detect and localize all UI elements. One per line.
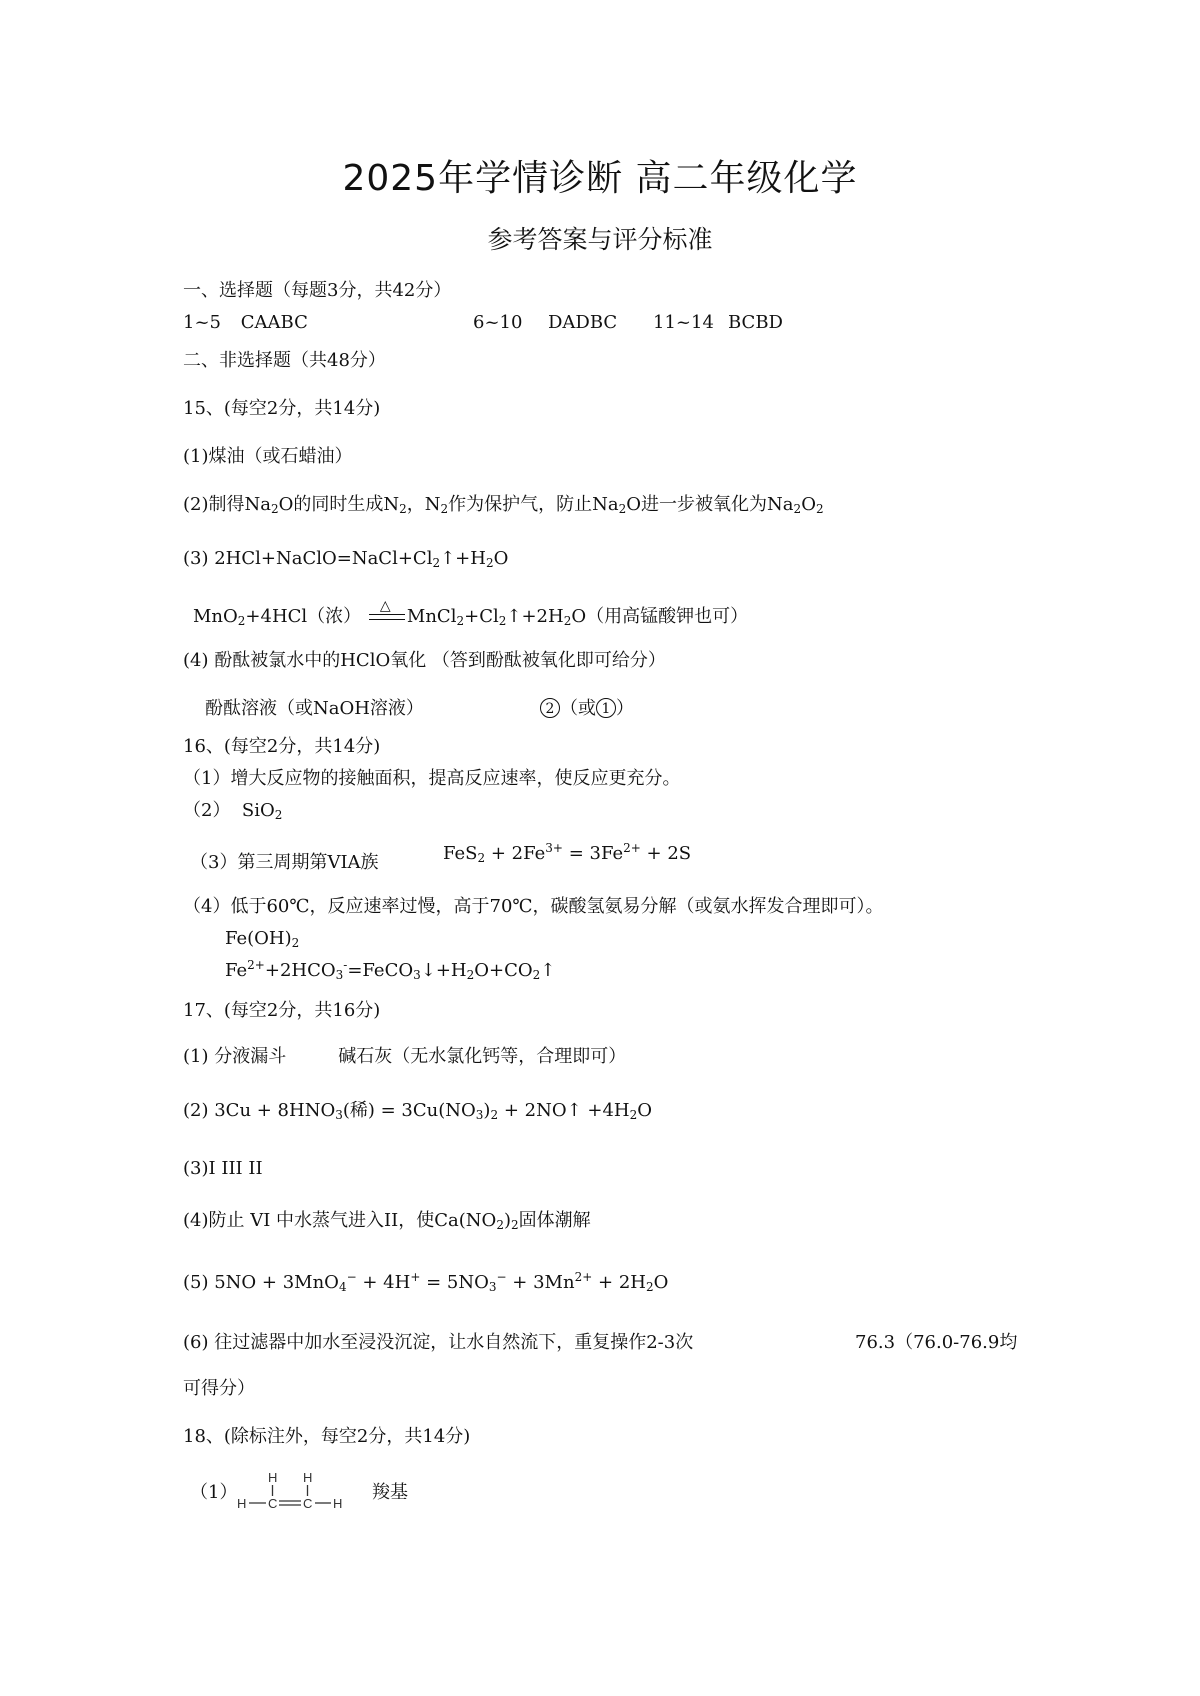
q17-answer-1	[183, 1046, 626, 1068]
q17-answer-2-eq: (2) $3Cu + 8HNO_3$(稀) = $3Cu(NO_3)_2$ + 2NO↑ $+4H_2O$	[183, 1100, 653, 1122]
q16-answer-4-precipitate: $Fe(OH)_2$	[225, 928, 300, 950]
q16-answer-4-eq: $Fe^{2+}+2HCO_3^-=FeCO_3↓+H_2O+CO_2↑$	[225, 958, 556, 982]
choice-answers-3: BCBD	[728, 312, 783, 333]
q18-heading: 18、(除标注外，每空2分，共14分)	[183, 1426, 471, 1447]
q17-answer-6-value: 76.3（76.0-76.9均	[855, 1332, 1018, 1353]
circled-number-2: 2	[540, 698, 560, 718]
q18-answer-1-functional-group: 羧基	[372, 1482, 408, 1503]
q16-answer-1: （1）增大反应物的接触面积，提高反应速率，使反应更充分。	[183, 768, 681, 789]
q16-answer-4: （4）低于60℃，反应速率过慢，高于70℃，碳酸氢氨易分解（或氨水挥发合理即可）。	[183, 896, 884, 917]
choice-range-1: 1~5	[183, 312, 221, 333]
ethylene-structure-icon	[235, 1468, 345, 1518]
page-subtitle: 参考答案与评分标准	[487, 225, 713, 254]
choice-answers-2: DADBC	[548, 312, 618, 333]
q17-answer-6-continued: 可得分）	[183, 1378, 255, 1399]
section2-heading: 二、非选择题（共48分）	[183, 350, 386, 371]
heating-symbol: △	[367, 604, 407, 624]
q17-heading: 17、(每空2分，共16分)	[183, 1000, 381, 1021]
svg-text:C: C	[268, 1496, 278, 1511]
svg-text:C: C	[303, 1496, 313, 1511]
q15-answer-1: (1)煤油（或石蜡油）	[183, 446, 353, 467]
choice-answers-1: CAABC	[240, 312, 308, 333]
q17-answer-5-eq: (5) $5NO + 3MnO_4^- + 4H^+ = 5NO_3^- + 3Mn^{2+} + 2H_2O$	[183, 1270, 669, 1294]
q15-heading: 15、(每空2分，共14分)	[183, 398, 381, 419]
section1-heading: 一、选择题（每题3分，共42分）	[183, 280, 452, 301]
svg-text:H: H	[237, 1496, 247, 1511]
q17-answer-3: (3)I III II	[183, 1158, 263, 1179]
choice-range-3: 11~14	[653, 312, 714, 333]
svg-text:H: H	[333, 1496, 343, 1511]
q15-answer-3-eq1: (3) $2HCl+NaClO=NaCl+Cl_2↑+H_2O$	[183, 548, 509, 570]
choice-range-2: 6~10	[473, 312, 523, 333]
circled-number-1: 1	[596, 698, 616, 718]
q15-answer-4: (4) 酚酞被氯水中的HClO氧化 （答到酚酞被氧化即可给分）	[183, 650, 666, 671]
q17-answer-1-desiccant: 碱石灰（无水氯化钙等，合理即可）	[338, 1046, 627, 1067]
q17-answer-6: (6) 往过滤器中加水至浸没沉淀，让水自然流下，重复操作2-3次	[183, 1332, 694, 1353]
q16-answer-3-eq: $FeS_2 + 2Fe^{3+} = 3Fe^{2+} + 2S$	[443, 841, 692, 865]
choice-answers-row	[183, 312, 783, 334]
q15-answer-3-eq2: MnO$_2$+4HCl（浓） △ $MnCl_2+Cl_2↑+2H_2O$（用高锰酸钾也可）	[193, 598, 749, 628]
q16-answer-2: （2） SiO$_2$	[183, 800, 283, 822]
q15-answer-2: (2)制得$Na_2O$的同时生成$N_2$，$N_2$作为保护气，防止$Na_2O$进一步被氧化为$Na_2O_2$	[183, 494, 824, 516]
q15-answer-4-choice: 2 （或 1 ）	[540, 698, 634, 720]
q15-answer-4-solution: 酚酞溶液（或NaOH溶液）	[205, 698, 424, 719]
svg-text:H: H	[268, 1470, 278, 1485]
svg-text:H: H	[303, 1470, 313, 1485]
q16-answer-3-label: （3）第三周期第VIA族	[190, 852, 379, 873]
q17-answer-1-apparatus: (1) 分液漏斗	[183, 1046, 287, 1067]
q17-answer-4: (4)防止 VI 中水蒸气进入II，使$Ca(NO_2)_2$固体潮解	[183, 1210, 591, 1232]
q16-heading: 16、(每空2分，共14分)	[183, 736, 381, 757]
page-title: 2025年学情诊断 高二年级化学	[342, 158, 858, 199]
q18-answer-1-label: （1）	[190, 1482, 238, 1503]
